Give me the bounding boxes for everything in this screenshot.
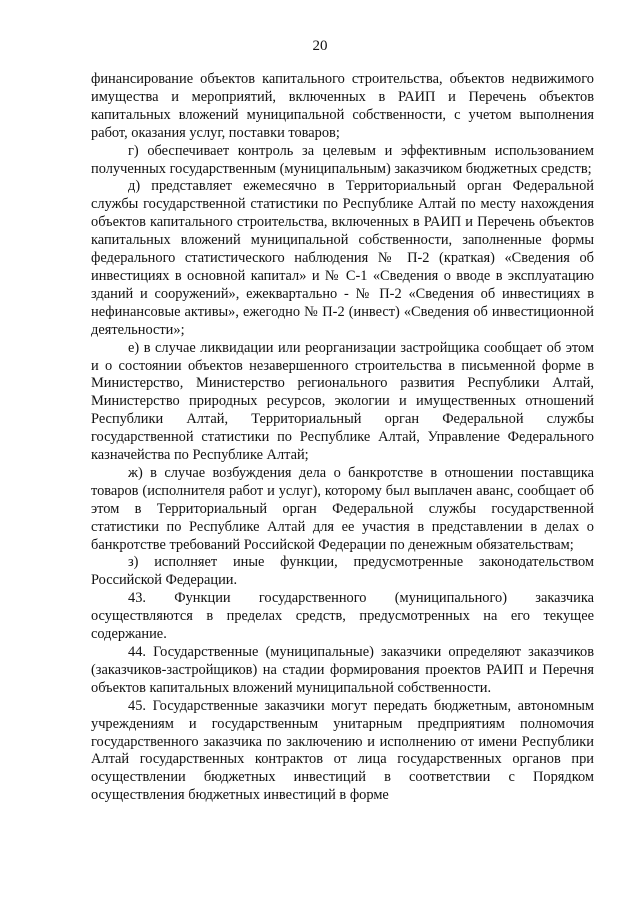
- page-number: 20: [312, 38, 328, 54]
- paragraph-clause-43: 43. Функции государственного (муниципального) заказчика осуществляются в пределах средств, предусмотренных на его текущее содержание.: [91, 590, 594, 643]
- paragraph-continuation: финансирование объектов капитального строительства, объектов недвижимого имущества и мероприятий, включенных в РАИП и Перечень объектов капитальных вложений муниципальной собственности, с учетом выполнения работ, оказания услуг, поставки товаров;: [91, 71, 594, 141]
- paragraph-item-g: г) обеспечивает контроль за целевым и эффективным использованием полученных государственным (муниципальным) заказчиком бюджетных средств;: [91, 142, 594, 177]
- paragraph-item-z: з) исполняет иные функции, предусмотренные законодательством Российской Федерации.: [91, 554, 594, 589]
- paragraph-item-zh: ж) в случае возбуждения дела о банкротстве в отношении поставщика товаров (исполнителя работ и услуг), которому был выплачен аванс, сообщает об этом в Территориальный орган Федеральной службы государственной статистики по Республике Алтай для ее участия в представлении в делах о банкротстве требований Российской Федерации по денежным обязательствам;: [91, 464, 594, 553]
- paragraph-item-e: е) в случае ликвидации или реорганизации застройщика сообщает об этом и о состоянии объектов незавершенного строительства в письменной форме в Министерство, Министерство регионального развития Республики Алтай, Министерство природных ресурсов, экологии и имущественных отношений Республики Алтай, Территориальный орган Федеральной службы государственной статистики по Республике Алтай, Управление Федерального казначейства по Республике Алтай;: [91, 339, 594, 464]
- paragraph-clause-45: 45. Государственные заказчики могут передать бюджетным, автономным учреждениям и государственным унитарным предприятиям полномочия государственного заказчика по заключению и исполнению от имени Республики Алтай государственных контрактов от лица государственных органов при осуществлении бюджетных инвестиций в соответствии с Порядком осуществления бюджетных инвестиций в форме: [91, 697, 594, 804]
- paragraph-clause-44: 44. Государственные (муниципальные) заказчики определяют заказчиков (заказчиков-застройщиков) на стадии формирования проектов РАИП и Перечня объектов капитальных вложений муниципальной собственности.: [91, 644, 594, 696]
- paragraph-item-d: д) представляет ежемесячно в Территориальный орган Федеральной службы государственной статистики по Республике Алтай по месту нахождения объектов капитального строительства, включенных в РАИП и Перечень объектов капитальных вложений муниципальной собственности, заполненные формы федерального статистического наблюдения № П-2 (краткая) «Сведения об инвестициях в основной капитал» и № С-1 «Сведения о вводе в эксплуатацию зданий и сооружений», ежеквартально - № П-2 «Сведения об инвестициях в нефинансовые активы», ежегодно № П-2 (инвест) «Сведения об инвестиционной деятельности»;: [91, 178, 594, 338]
- document-body: [91, 71, 594, 805]
